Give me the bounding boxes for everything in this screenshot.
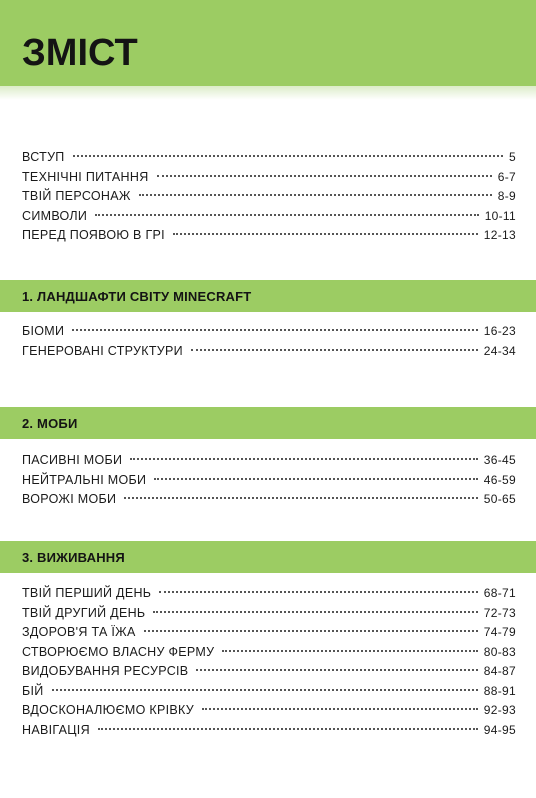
toc-entry-label: ТВІЙ ПЕРШИЙ ДЕНЬ xyxy=(22,586,152,600)
toc-entry-intro[interactable] xyxy=(22,150,516,170)
toc-leader-dots xyxy=(191,349,478,351)
toc-section-mobs-list xyxy=(22,453,516,512)
toc-entry-structures[interactable] xyxy=(22,344,516,364)
section-title: 2. МОБИ xyxy=(22,416,78,431)
toc-intro-list xyxy=(22,150,516,248)
toc-entry-pages: 8-9 xyxy=(497,189,516,203)
section-title: 1. ЛАНДШАФТИ СВІТУ MINECRAFT xyxy=(22,289,252,304)
section-header-survival xyxy=(0,541,536,573)
toc-entry-symbols[interactable] xyxy=(22,209,516,229)
toc-entry-biomes[interactable] xyxy=(22,324,516,344)
toc-entry-pages: 16-23 xyxy=(483,324,516,338)
toc-entry-pages: 50-65 xyxy=(483,492,516,506)
section-header-landscapes xyxy=(0,280,536,312)
toc-entry-pages: 72-73 xyxy=(483,605,516,620)
toc-section-survival-list xyxy=(22,586,516,742)
toc-entry-label: СТВОРЮЄМО ВЛАСНУ ФЕРМУ xyxy=(22,644,215,659)
toc-entry-label: ВИДОБУВАННЯ РЕСУРСІВ xyxy=(22,664,189,678)
toc-entry-pages: 74-79 xyxy=(483,625,516,639)
toc-entry-technical[interactable] xyxy=(22,170,516,190)
toc-entry-shelter[interactable] xyxy=(22,703,516,723)
toc-entry-pages: 94-95 xyxy=(483,722,516,737)
toc-entry-combat[interactable] xyxy=(22,684,516,704)
toc-leader-dots xyxy=(72,329,478,331)
toc-entry-own-farm[interactable] xyxy=(22,645,516,665)
toc-leader-dots xyxy=(153,611,477,613)
toc-entry-pages: 84-87 xyxy=(483,664,516,678)
toc-entry-pages: 5 xyxy=(509,150,516,164)
toc-entry-pages: 24-34 xyxy=(483,343,516,358)
toc-entry-hostile-mobs[interactable] xyxy=(22,492,516,512)
toc-entry-pages: 12-13 xyxy=(483,228,516,242)
toc-entry-neutral-mobs[interactable] xyxy=(22,473,516,493)
toc-section-landscapes-list xyxy=(22,324,516,363)
toc-leader-dots xyxy=(157,175,492,177)
toc-entry-second-day[interactable] xyxy=(22,606,516,626)
toc-leader-dots xyxy=(73,155,503,157)
toc-leader-dots xyxy=(222,650,477,652)
toc-entry-character[interactable] xyxy=(22,189,516,209)
toc-entry-passive-mobs[interactable] xyxy=(22,453,516,473)
toc-leader-dots xyxy=(173,233,478,235)
toc-leader-dots xyxy=(124,497,478,499)
page-title: ЗМІСТ xyxy=(22,32,138,74)
toc-entry-health-food[interactable] xyxy=(22,625,516,645)
toc-entry-label: СИМВОЛИ xyxy=(22,208,88,223)
toc-entry-pages: 46-59 xyxy=(483,472,516,487)
section-header-mobs xyxy=(0,407,536,439)
toc-entry-label: ВДОСКОНАЛЮЄМО КРІВКУ xyxy=(22,703,194,717)
toc-entry-label: БІОМИ xyxy=(22,324,65,338)
toc-entry-pages: 68-71 xyxy=(483,586,516,600)
toc-entry-pages: 80-83 xyxy=(483,644,516,659)
toc-leader-dots xyxy=(202,708,478,710)
toc-leader-dots xyxy=(154,478,477,480)
toc-entry-label: НАВІГАЦІЯ xyxy=(22,722,90,737)
toc-entry-label: ВСТУП xyxy=(22,150,65,164)
toc-entry-label: НЕЙТРАЛЬНІ МОБИ xyxy=(22,472,147,487)
toc-leader-dots xyxy=(130,458,478,460)
toc-entry-pages: 36-45 xyxy=(483,453,516,467)
page-header xyxy=(0,0,536,86)
toc-leader-dots xyxy=(98,728,478,730)
toc-leader-dots xyxy=(144,630,478,632)
toc-entry-navigation[interactable] xyxy=(22,723,516,743)
toc-leader-dots xyxy=(95,214,478,216)
toc-entry-label: ТВІЙ ДРУГИЙ ДЕНЬ xyxy=(22,605,146,620)
toc-entry-pages: 92-93 xyxy=(483,703,516,717)
toc-leader-dots xyxy=(139,194,492,196)
toc-leader-dots xyxy=(52,689,478,691)
toc-leader-dots xyxy=(159,591,478,593)
toc-entry-label: ЗДОРОВ'Я ТА ЇЖА xyxy=(22,625,136,639)
toc-entry-label: ГЕНЕРОВАНІ СТРУКТУРИ xyxy=(22,343,183,358)
toc-entry-label: ВОРОЖІ МОБИ xyxy=(22,492,117,506)
toc-entry-label: ПЕРЕД ПОЯВОЮ В ГРІ xyxy=(22,228,165,242)
toc-entry-first-day[interactable] xyxy=(22,586,516,606)
toc-entry-pages: 6-7 xyxy=(497,169,516,184)
toc-entry-label: ПАСИВНІ МОБИ xyxy=(22,453,123,467)
section-title: 3. ВИЖИВАННЯ xyxy=(22,550,125,565)
toc-entry-pages: 10-11 xyxy=(484,208,516,223)
toc-entry-pages: 88-91 xyxy=(483,683,516,698)
toc-entry-mining[interactable] xyxy=(22,664,516,684)
toc-entry-label: ТЕХНІЧНІ ПИТАННЯ xyxy=(22,169,149,184)
toc-entry-before-spawn[interactable] xyxy=(22,228,516,248)
toc-leader-dots xyxy=(196,669,477,671)
toc-entry-label: БІЙ xyxy=(22,683,44,698)
toc-entry-label: ТВІЙ ПЕРСОНАЖ xyxy=(22,189,131,203)
